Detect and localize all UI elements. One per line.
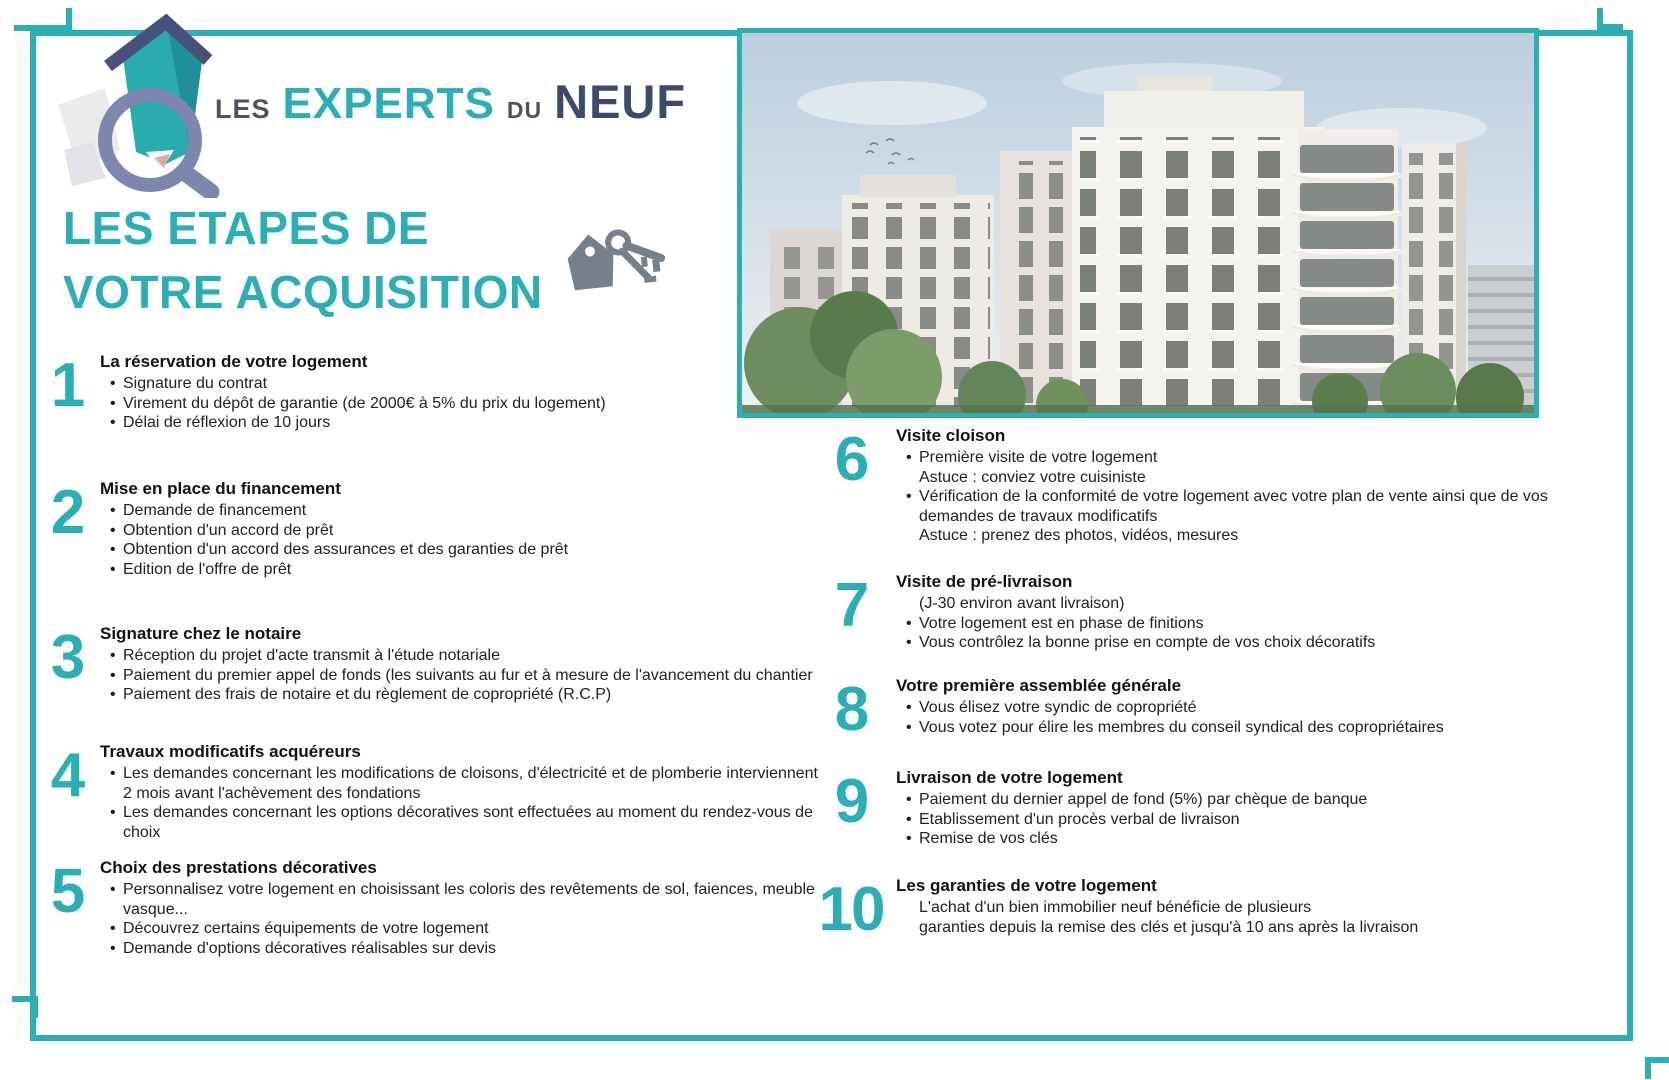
step-title: Livraison de votre logement <box>896 768 1123 787</box>
bullet-dot: • <box>110 560 116 578</box>
step-number-8: 8 <box>834 675 868 744</box>
step-text-line <box>896 468 1560 488</box>
step-bullet-item <box>896 718 1560 738</box>
step-bullet-item <box>896 633 1560 653</box>
step-bullet-item <box>896 448 1560 468</box>
step-text-line <box>896 898 1560 918</box>
bullet-dot: • <box>906 718 912 736</box>
bullet-dot: • <box>110 394 116 412</box>
step-number-6: 6 <box>834 425 868 494</box>
step-line-text: Réception du projet d'acte transmit à l'étude notariale <box>123 647 500 664</box>
step-line-text: Astuce : prenez des photos, vidéos, mesures <box>919 527 1239 545</box>
step-3 <box>42 624 828 705</box>
step-line-text: (J-30 environ avant livraison) <box>919 595 1125 612</box>
bullet-dot: • <box>906 488 912 506</box>
corner-mark-bottom-right <box>1645 1057 1669 1079</box>
step-bullet-item <box>100 803 828 842</box>
step-bullet-item <box>100 394 828 414</box>
step-line-text: Découvrez certains équipements de votre logement <box>123 920 489 938</box>
bullet-dot: • <box>110 939 116 957</box>
brand-word-neuf: NEUF <box>554 75 687 128</box>
step-text-line <box>896 918 1560 938</box>
step-number-5: 5 <box>50 857 84 926</box>
step-bullet-item <box>896 829 1560 849</box>
step-8 <box>814 675 1560 744</box>
step-bullet-item <box>100 646 828 666</box>
step-line-text: Astuce : conviez votre cuisiniste <box>919 468 1146 486</box>
bullet-dot: • <box>110 804 116 822</box>
step-line-text: Edition de l'offre de prêt <box>123 560 292 578</box>
step-body <box>896 876 1560 937</box>
indent-spacer <box>906 898 919 918</box>
step-line-text: L'achat d'un bien immobilier neuf bénéficie de plusieurs <box>919 899 1312 916</box>
step-line-text: Demande de financement <box>123 502 307 519</box>
step-bullet-item <box>100 919 828 939</box>
bullet-dot: • <box>110 521 116 539</box>
step-line-text: Vous contrôlez la bonne prise en compte de vos choix décoratifs <box>919 634 1376 652</box>
step-9 <box>814 768 1560 849</box>
bullet-dot: • <box>110 666 116 684</box>
step-line-text: Délai de réflexion de 10 jours <box>123 414 331 432</box>
step-line-text: Vous votez pour élire les membres du conseil syndical des copropriétaires <box>919 718 1444 736</box>
step-body <box>100 742 828 842</box>
step-number-3: 3 <box>50 623 84 692</box>
bullet-dot: • <box>110 375 116 392</box>
step-title: Les garanties de votre logement <box>896 876 1157 895</box>
bullet-dot: • <box>110 686 116 704</box>
step-title: Mise en place du financement <box>100 479 341 498</box>
corner-mark-top-right <box>1597 8 1623 30</box>
step-bullet-item <box>100 939 828 959</box>
page-title-line1: LES ETAPES DE <box>63 202 430 254</box>
step-number-9: 9 <box>834 767 868 836</box>
bullet-dot: • <box>906 449 912 466</box>
step-line-text: Etablissement d'un procès verbal de livraison <box>919 810 1240 828</box>
step-bullet-item <box>100 540 828 560</box>
step-body <box>100 624 828 705</box>
step-line-text: Votre logement est en phase de finitions <box>919 614 1204 632</box>
step-bullet-item <box>100 764 828 803</box>
step-bullet-item <box>100 685 828 705</box>
step-7 <box>814 572 1560 653</box>
corner-mark-bottom-left <box>12 996 38 1018</box>
step-bullet-item <box>100 521 828 541</box>
steps-column-right <box>814 0 1574 1080</box>
step-line-text: Vérification de la conformité de votre logement avec votre plan de vente ainsi que de vos demandes de travaux modificatifs <box>919 488 1548 525</box>
step-4 <box>42 742 828 842</box>
step-bullet-item <box>896 698 1560 718</box>
step-bullet-item <box>100 880 828 919</box>
step-bullet-item <box>100 666 828 686</box>
step-number-4: 4 <box>50 741 84 810</box>
step-line-text: Vous élisez votre syndic de copropriété <box>919 699 1197 716</box>
brand-word-les: LES <box>215 94 271 124</box>
steps-column-left <box>42 0 842 1080</box>
step-body <box>896 768 1560 849</box>
bullet-dot: • <box>110 647 116 664</box>
step-title: La réservation de votre logement <box>100 352 368 371</box>
step-body <box>100 352 828 433</box>
bullet-dot: • <box>110 414 116 432</box>
step-line-text: Paiement du dernier appel de fond (5%) par chèque de banque <box>919 791 1368 808</box>
step-number-2: 2 <box>50 478 84 547</box>
step-line-text: Obtention d'un accord de prêt <box>123 521 334 539</box>
step-text-line <box>896 526 1560 546</box>
indent-spacer <box>906 594 919 614</box>
step-title: Votre première assemblée générale <box>896 676 1182 695</box>
bullet-dot: • <box>110 541 116 559</box>
indent-spacer <box>906 526 919 546</box>
step-text-line <box>896 594 1560 614</box>
step-body <box>896 676 1560 737</box>
step-5 <box>42 858 828 958</box>
step-number-1: 1 <box>50 351 84 420</box>
bullet-dot: • <box>906 830 912 848</box>
step-bullet-item <box>100 501 828 521</box>
step-title: Visite cloison <box>896 426 1006 445</box>
step-body <box>100 479 828 579</box>
step-10 <box>814 875 1560 944</box>
bullet-dot: • <box>110 502 116 519</box>
brand-word-du: DU <box>506 97 543 123</box>
step-bullet-item <box>100 374 828 394</box>
step-6 <box>814 426 1560 546</box>
step-line-text: Personnalisez votre logement en choisissant les coloris des revêtements de sol, faiences, meuble vasque... <box>123 881 815 918</box>
step-line-text: Paiement du premier appel de fonds (les suivants au fur et à mesure de l'avancement du chantier <box>123 666 813 684</box>
step-title: Travaux modificatifs acquéreurs <box>100 742 361 761</box>
bullet-dot: • <box>906 791 912 808</box>
step-1 <box>42 352 828 433</box>
step-bullet-item <box>896 810 1560 830</box>
step-number-10: 10 <box>818 875 884 944</box>
brand-word-experts: EXPERTS <box>282 79 495 128</box>
page-title-line2: VOTRE ACQUISITION <box>63 266 543 318</box>
step-bullet-item <box>100 560 828 580</box>
step-bullet-item <box>896 614 1560 634</box>
bullet-dot: • <box>110 881 116 898</box>
step-line-text: Paiement des frais de notaire et du règlement de copropriété (R.C.P) <box>123 686 612 704</box>
bullet-dot: • <box>906 614 912 632</box>
step-title: Signature chez le notaire <box>100 624 302 643</box>
step-line-text: Première visite de votre logement <box>919 449 1158 466</box>
indent-spacer <box>906 468 919 488</box>
step-body <box>100 858 828 958</box>
indent-spacer <box>906 918 919 938</box>
bullet-dot: • <box>906 699 912 716</box>
bullet-dot: • <box>110 765 116 782</box>
step-body <box>896 426 1560 546</box>
step-line-text: Virement du dépôt de garantie (de 2000€ à 5% du prix du logement) <box>123 394 606 412</box>
step-bullet-item <box>896 790 1560 810</box>
step-number-7: 7 <box>834 571 868 640</box>
step-line-text: garanties depuis la remise des clés et jusqu'à 10 ans après la livraison <box>919 918 1419 936</box>
step-title: Choix des prestations décoratives <box>100 858 377 877</box>
step-title: Visite de pré-livraison <box>896 572 1073 591</box>
step-line-text: Remise de vos clés <box>919 830 1058 848</box>
step-bullet-item <box>896 487 1560 526</box>
step-bullet-item <box>100 413 828 433</box>
step-line-text: Les demandes concernant les modifications de cloisons, d'électricité et de plomberie interviennent 2 mois avant l'achèvement des fondations <box>123 765 818 802</box>
bullet-dot: • <box>906 634 912 652</box>
bullet-dot: • <box>906 810 912 828</box>
step-line-text: Obtention d'un accord des assurances et des garanties de prêt <box>123 541 569 559</box>
step-body <box>896 572 1560 653</box>
step-2 <box>42 479 828 579</box>
step-line-text: Demande d'options décoratives réalisables sur devis <box>123 939 497 957</box>
step-line-text: Les demandes concernant les options décoratives sont effectuées au moment du rendez-vous de choix <box>123 804 813 841</box>
step-line-text: Signature du contrat <box>123 375 268 392</box>
bullet-dot: • <box>110 920 116 938</box>
